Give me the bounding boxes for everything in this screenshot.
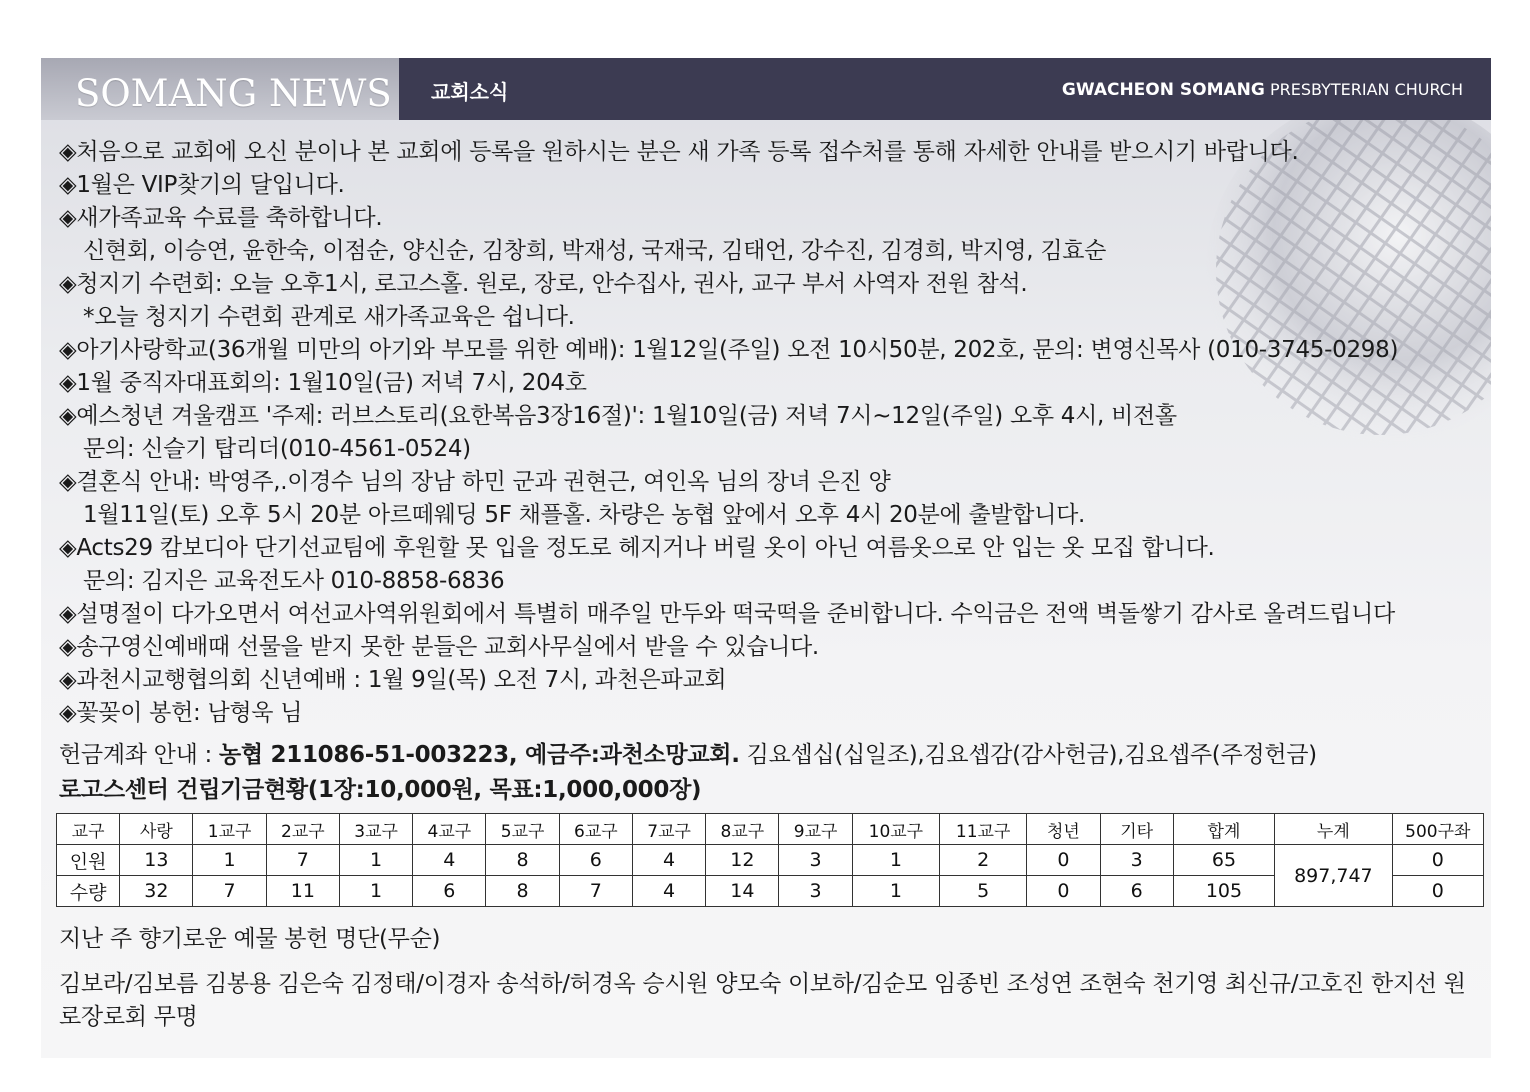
table-header-cell: 3교구 — [339, 814, 412, 845]
table-header-cell: 누계 — [1275, 814, 1392, 845]
table-header-row — [57, 814, 1484, 845]
row-label-cell: 인원 — [57, 845, 120, 876]
section-title: 교회소식 — [431, 80, 509, 104]
table-cell: 2 — [940, 845, 1027, 876]
table-header-cell: 6교구 — [559, 814, 632, 845]
table-cell: 7 — [193, 876, 266, 907]
account-bank: 농협 211086-51-003223, 예금주:과천소망교회. — [219, 742, 740, 768]
account-prefix: 헌금계좌 안내 : — [59, 742, 219, 768]
table-header-cell: 사랑 — [120, 814, 193, 845]
notice-line: 문의: 김지은 교육전도사 010-8858-6836 — [83, 568, 505, 594]
cumulative-cell: 897,747 — [1275, 845, 1392, 907]
table-cell: 1 — [852, 845, 939, 876]
notice-line: ◈청지기 수련회: 오늘 오후1시, 로고스홀. 원로, 장로, 안수집사, 권사, 교구 부서 사역자 전원 참석. — [59, 271, 1028, 297]
table-cell: 6 — [1100, 876, 1173, 907]
table-cell: 1 — [339, 845, 412, 876]
table-header-cell: 교구 — [57, 814, 120, 845]
table-cell: 0 — [1027, 876, 1100, 907]
notice-line: ◈꽃꽂이 봉헌: 남형욱 님 — [59, 700, 303, 726]
table-cell: 7 — [266, 845, 339, 876]
table-cell: 105 — [1173, 876, 1274, 907]
table-header-cell: 합계 — [1173, 814, 1274, 845]
table-cell: 4 — [632, 876, 705, 907]
table-cell: 1 — [339, 876, 412, 907]
table-cell: 6 — [559, 845, 632, 876]
notice-line: ◈송구영신예배때 선물을 받지 못한 분들은 교회사무실에서 받을 수 있습니다. — [59, 634, 819, 660]
notice-line: ◈Acts29 캄보디아 단기선교팀에 후원할 못 입을 정도로 헤지거나 버릴 옷이 아닌 여름옷으로 안 입는 옷 모집 합니다. — [59, 535, 1215, 561]
church-name — [1062, 80, 1463, 100]
brand-title: SOMANG NEWS — [75, 72, 392, 115]
table-header-cell: 1교구 — [193, 814, 266, 845]
table-header-cell: 8교구 — [706, 814, 779, 845]
notices-list — [59, 136, 1479, 730]
table-cell: 7 — [559, 876, 632, 907]
building-fund-title: 로고스센터 건립기금현황(1장:10,000원, 목표:1,000,000장) — [59, 777, 702, 803]
notice-line: 문의: 신슬기 탑리더(010-4561-0524) — [83, 436, 471, 462]
table-cell: 0 — [1027, 845, 1100, 876]
notice-line: ◈처음으로 교회에 오신 분이나 본 교회에 등록을 원하시는 분은 새 가족 등록 접수처를 통해 자세한 안내를 받으시기 바랍니다. — [59, 139, 1299, 165]
church-name-bold: GWACHEON SOMANG — [1061, 80, 1265, 100]
table-header-cell: 2교구 — [266, 814, 339, 845]
notice-line: ◈과천시교행협의회 신년예배 : 1월 9일(목) 오전 7시, 과천은파교회 — [59, 667, 727, 693]
table-cell: 14 — [706, 876, 779, 907]
table-header-cell: 11교구 — [940, 814, 1027, 845]
notice-line: ◈결혼식 안내: 박영주,.이경수 님의 장남 하민 군과 권현근, 여인옥 님의 장녀 은진 양 — [59, 469, 891, 495]
table-cell: 11 — [266, 876, 339, 907]
brand-box — [41, 58, 399, 120]
table-cell: 8 — [486, 845, 559, 876]
table-cell: 1 — [193, 845, 266, 876]
offering-account — [59, 736, 1317, 769]
table-header-cell: 9교구 — [779, 814, 852, 845]
notice-line: ◈아기사랑학교(36개월 미만의 아기와 부모를 위한 예배): 1월12일(주일) 오전 10시50분, 202호, 문의: 변영신목사 (010-3745-0298) — [59, 337, 1399, 363]
table-cell: 8 — [486, 876, 559, 907]
table-cell: 65 — [1173, 845, 1274, 876]
table-cell: 13 — [120, 845, 193, 876]
table-row — [57, 876, 1484, 907]
table-cell: 3 — [779, 876, 852, 907]
table-header-cell: 기타 — [1100, 814, 1173, 845]
table-header-cell: 7교구 — [632, 814, 705, 845]
table-cell: 0 — [1392, 845, 1483, 876]
table-cell: 3 — [1100, 845, 1173, 876]
account-funds: 김요셉십(십일조),김요셉감(감사헌금),김요셉주(주정헌금) — [739, 742, 1317, 768]
header-bar — [41, 58, 1491, 120]
notice-line: 1월11일(토) 오후 5시 20분 아르떼웨딩 5F 채플홀. 차량은 농협 앞에서 오후 4시 20분에 출발합니다. — [83, 502, 1086, 528]
offering-list-title: 지난 주 향기로운 예물 봉헌 명단(무순) — [59, 926, 441, 952]
table-cell: 4 — [413, 845, 486, 876]
offering-names: 김보라/김보름 김봉용 김은숙 김정태/이경자 송석하/허경옥 승시원 양모숙 이보하/김순모 임종빈 조성연 조현숙 천기영 최신규/고호진 한지선 원로장로회 무명 — [59, 971, 1466, 1030]
table-row — [57, 845, 1484, 876]
table-cell: 0 — [1392, 876, 1483, 907]
table-cell: 6 — [413, 876, 486, 907]
news-sheet — [41, 58, 1491, 1058]
table-cell: 3 — [779, 845, 852, 876]
table-cell: 12 — [706, 845, 779, 876]
notice-line: ◈새가족교육 수료를 축하합니다. — [59, 205, 383, 231]
building-fund-table — [56, 813, 1484, 907]
table-header-cell: 청년 — [1027, 814, 1100, 845]
table-cell: 4 — [632, 845, 705, 876]
notice-line: *오늘 청지기 수련회 관계로 새가족교육은 쉽니다. — [83, 304, 575, 330]
notice-line: ◈설명절이 다가오면서 여선교사역위원회에서 특별히 매주일 만두와 떡국떡을 준비합니다. 수익금은 전액 벽돌쌓기 감사로 올려드립니다 — [59, 601, 1395, 627]
notice-line: ◈예스청년 겨울캠프 '주제: 러브스토리(요한복음3장16절)': 1월10일(금) 저녁 7시~12일(주일) 오후 4시, 비전홀 — [59, 403, 1177, 429]
notice-line: ◈1월은 VIP찾기의 달입니다. — [59, 172, 345, 198]
table-header-cell: 500구좌 — [1392, 814, 1483, 845]
table-cell: 5 — [940, 876, 1027, 907]
table-cell: 1 — [852, 876, 939, 907]
notice-line: 신현회, 이승연, 윤한숙, 이점순, 양신순, 김창희, 박재성, 국재국, 김태언, 강수진, 김경희, 박지영, 김효순 — [83, 238, 1107, 264]
church-name-rest: PRESBYTERIAN CHURCH — [1269, 80, 1463, 99]
notice-line: ◈1월 중직자대표회의: 1월10일(금) 저녁 7시, 204호 — [59, 370, 587, 396]
table-header-cell: 5교구 — [486, 814, 559, 845]
table-header-cell: 4교구 — [413, 814, 486, 845]
row-label-cell: 수량 — [57, 876, 120, 907]
table-cell: 32 — [120, 876, 193, 907]
table-header-cell: 10교구 — [852, 814, 939, 845]
